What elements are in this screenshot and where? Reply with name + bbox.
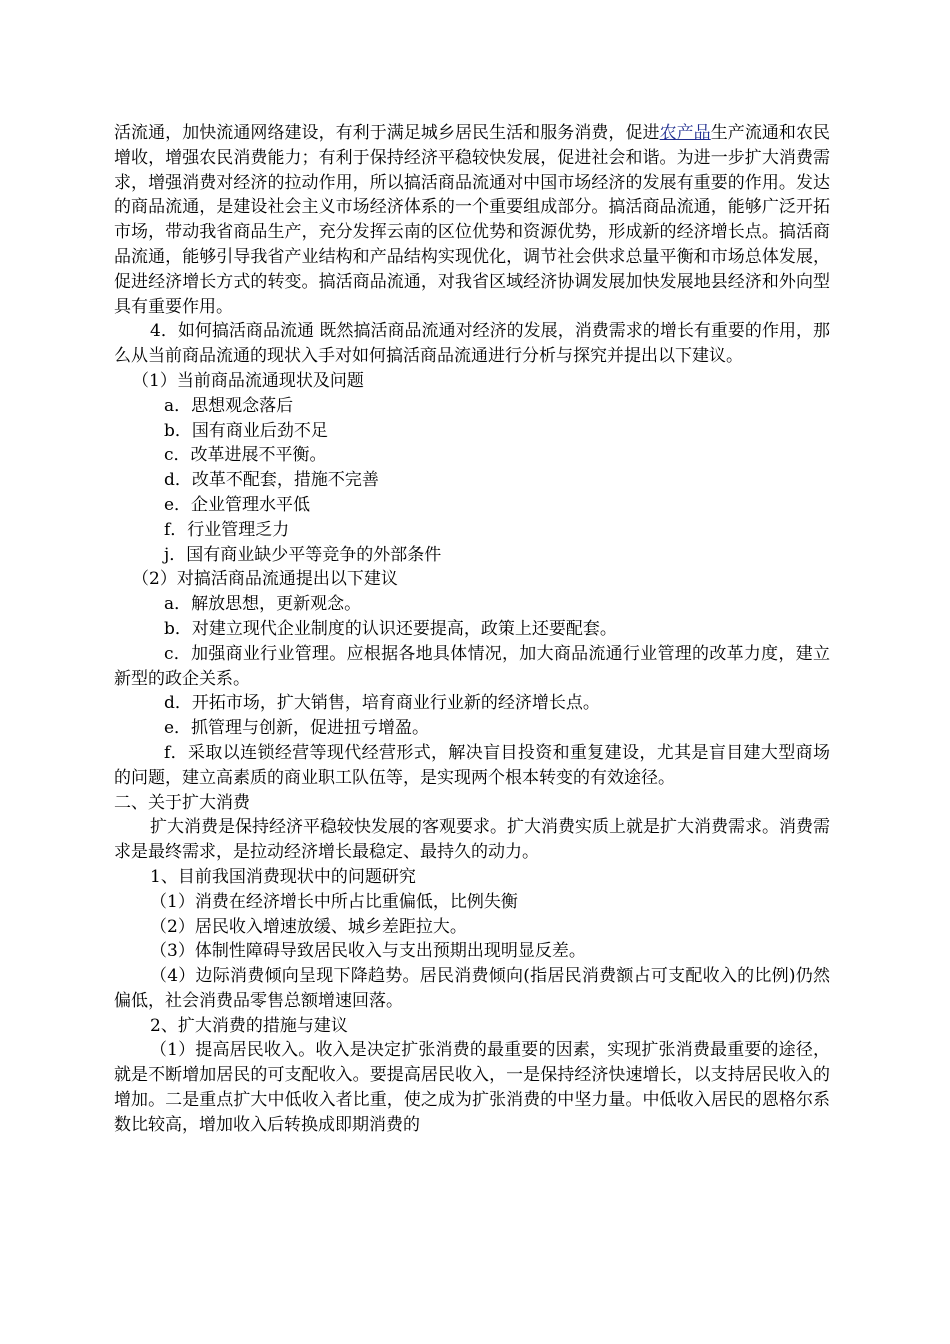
list-item: （2）居民收入增速放缓、城乡差距拉大。 [150, 916, 467, 937]
list-item: a．解放思想，更新观念。 [164, 594, 362, 615]
list-item: e．企业管理水平低 [164, 494, 311, 515]
document-body [114, 121, 830, 1138]
list-item: （3）体制性障碍导致居民收入与支出预期出现明显反差。 [150, 941, 586, 962]
paragraph-text: 生产流通和农民增收，增强农民消费能力；有利于保持经济平稳较快发展，促进社会和谐。为进一步扩大消费需求，增强消费对经济的拉动作用，所以搞活商品流通对中国市场经济的发展有重要的作用。发达的商品流通，是建设社会主义市场经济体系的一个重要组成部分。搞活商品流通，能够广泛开拓市场，带动我省商品生产，充分发挥云南的区位优势和资源优势，形成新的经济增长点。搞活商品流通，能够引导我省产业结构和产品结构实现优化，调节社会供求总量平衡和市场总体发展，促进经济增长方式的转变。搞活商品流通，对我省区域经济协调发展加快发展地县经济和外向型具有重要作用。 [114, 123, 831, 317]
list-item: c．加强商业行业管理。应根据各地具体情况，加大商品流通行业管理的改革力度，建立新型的政企关系。 [114, 643, 830, 689]
section-title-problems: 1、目前我国消费现状中的问题研究 [150, 866, 416, 887]
paragraph-expand-consumption: 扩大消费是保持经济平稳较快发展的客观要求。扩大消费实质上就是扩大消费需求。消费需求是最终需求，是拉动经济增长最稳定、最持久的动力。 [114, 817, 830, 863]
list-item: j．国有商业缺少平等竞争的外部条件 [164, 544, 442, 565]
paragraph-raise-income: （1）提高居民收入。收入是决定扩张消费的最重要的因素，实现扩张消费最重要的途径，就是不断增加居民的可支配收入。要提高居民收入，一是保持经济快速增长，以支持居民收入的增加。二是重点扩大中低收入者比重，使之成为扩张消费的中坚力量。中低收入居民的恩格尔系数比较高，增加收入后转换成即期消费的 [114, 1040, 830, 1135]
agricultural-products-link[interactable]: 农产品 [659, 123, 711, 143]
list-item: f．采取以连锁经营等现代经营形式，解决盲目投资和重复建设，尤其是盲目建大型商场的问题，建立高素质的商业职工队伍等，是实现两个根本转变的有效途径。 [114, 742, 830, 788]
list-item: （4）边际消费倾向呈现下降趋势。居民消费倾向(指居民消费额占可支配收入的比例)仍然偏低，社会消费品零售总额增速回落。 [114, 966, 830, 1011]
heading-expand-consumption: 二、关于扩大消费 [114, 792, 250, 813]
list-item: （1）消费在经济增长中所占比重偏低，比例失衡 [150, 891, 518, 912]
section-title-suggestions: （2）对搞活商品流通提出以下建议 [132, 569, 398, 590]
list-item: a．思想观念落后 [164, 395, 294, 416]
list-item: b．对建立现代企业制度的认识还要提高，政策上还要配套。 [164, 618, 617, 639]
list-item: d．开拓市场，扩大销售，培育商业行业新的经济增长点。 [164, 693, 600, 714]
paragraph-text: 活流通，加快流通网络建设，有利于满足城乡居民生活和服务消费，促进 [114, 123, 660, 143]
list-item: f．行业管理乏力 [164, 519, 290, 540]
list-item: e．抓管理与创新，促进扭亏增盈。 [164, 718, 430, 739]
list-item: d．改革不配套，措施不完善 [164, 470, 379, 491]
list-item: c．改革进展不平衡。 [164, 445, 327, 466]
section-title-status: （1）当前商品流通现状及问题 [132, 370, 364, 391]
paragraph-commodity-circulation [114, 121, 830, 319]
section-title-measures: 2、扩大消费的措施与建议 [150, 1015, 348, 1036]
list-item: b．国有商业后劲不足 [164, 420, 328, 441]
paragraph-how-to-activate: 4．如何搞活商品流通 既然搞活商品流通对经济的发展，消费需求的增长有重要的作用，那么从当前商品流通的现状入手对如何搞活商品流通进行分析与探究并提出以下建议。 [114, 321, 830, 367]
